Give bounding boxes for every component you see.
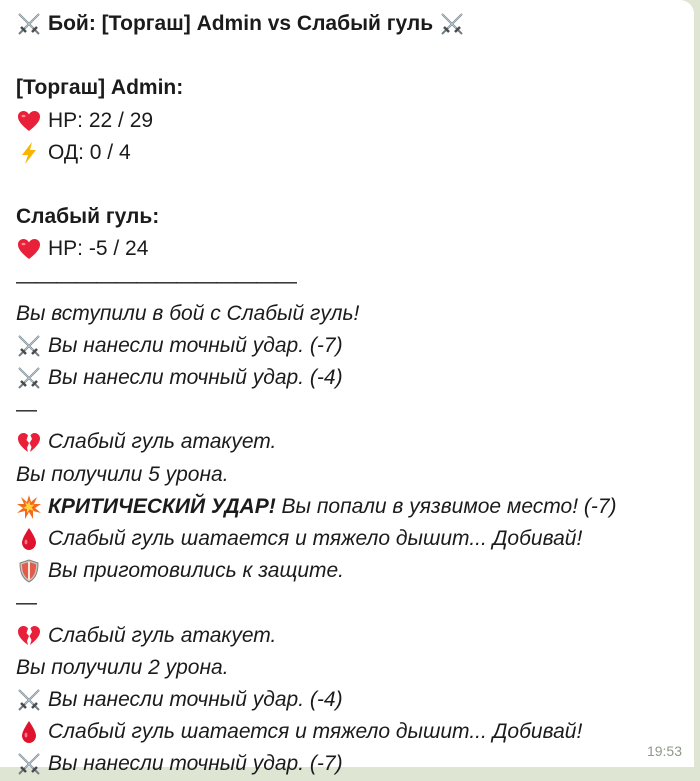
log-text: Вы нанесли точный удар. (-7) [48,752,343,776]
blank-line [16,40,680,72]
critical-hit-label: КРИТИЧЕСКИЙ УДАР! [48,494,276,518]
log-text: Вы получили 5 урона. [16,462,229,486]
crossed-swords-icon [16,365,42,391]
message-timestamp: 19:53 [646,743,682,759]
log-entry [16,426,680,458]
log-text: Слабый гуль атакует. [48,430,277,454]
log-text: Вы вступили в бой с Слабый гуль! [16,301,360,325]
log-text: Вы приготовились к защите. [48,559,344,583]
log-entry [16,555,680,587]
crossed-swords-icon [16,687,42,713]
battle-title: Бой: [Торгаш] Admin vs Слабый гуль [48,12,434,35]
crossed-swords-icon [16,333,42,359]
broken-heart-icon [16,430,42,456]
player-hp-row [16,105,680,137]
log-text: Вы нанесли точный удар. (-7) [48,333,343,357]
log-text: Вы нанесли точный удар. (-4) [48,366,343,390]
log-text: Слабый гуль атакует. [48,623,277,647]
log-divider [16,587,680,619]
log-entry [16,716,680,748]
lightning-icon [16,140,42,166]
battle-title-row [16,8,680,40]
log-entry [16,298,680,330]
log-entry [16,362,680,394]
crossed-swords-icon [439,11,465,37]
enemy-name-row [16,201,680,233]
player-name-row [16,72,680,104]
player-ap-row [16,137,680,169]
log-entry [16,620,680,652]
player-ap: ОД: 0 / 4 [48,140,131,164]
log-entry [16,523,680,555]
shield-icon [16,558,42,584]
player-hp: HP: 22 / 29 [48,108,154,132]
crossed-swords-icon [16,751,42,777]
log-text: — [16,398,37,422]
separator-row [16,266,680,298]
enemy-name: Слабый гуль: [16,205,160,229]
blood-drop-icon [16,719,42,745]
log-entry [16,330,680,362]
log-entry [16,491,680,523]
log-entry [16,459,680,491]
log-entry [16,684,680,716]
log-divider [16,394,680,426]
log-text: Слабый гуль шатается и тяжело дышит... Добивай! [48,720,583,744]
collision-icon [16,494,42,520]
log-entry [16,748,680,780]
red-heart-icon [16,108,42,134]
enemy-hp-row [16,233,680,265]
log-text: Слабый гуль шатается и тяжело дышит... Добивай! [48,527,583,550]
log-text: Вы попали в уязвимое место! (-7) [275,494,617,518]
player-name: [Торгаш] Admin: [16,76,184,100]
log-text: — [16,591,37,615]
crossed-swords-icon [16,11,42,37]
broken-heart-icon [16,623,42,649]
separator: —————————————— [16,269,296,293]
red-heart-icon [16,236,42,262]
enemy-hp: HP: -5 / 24 [48,237,149,261]
log-text: Вы нанесли точный удар. (-4) [48,687,343,711]
log-entry [16,652,680,684]
log-text: Вы получили 2 урона. [16,655,229,679]
blood-drop-icon [16,526,42,552]
blank-line [16,169,680,201]
